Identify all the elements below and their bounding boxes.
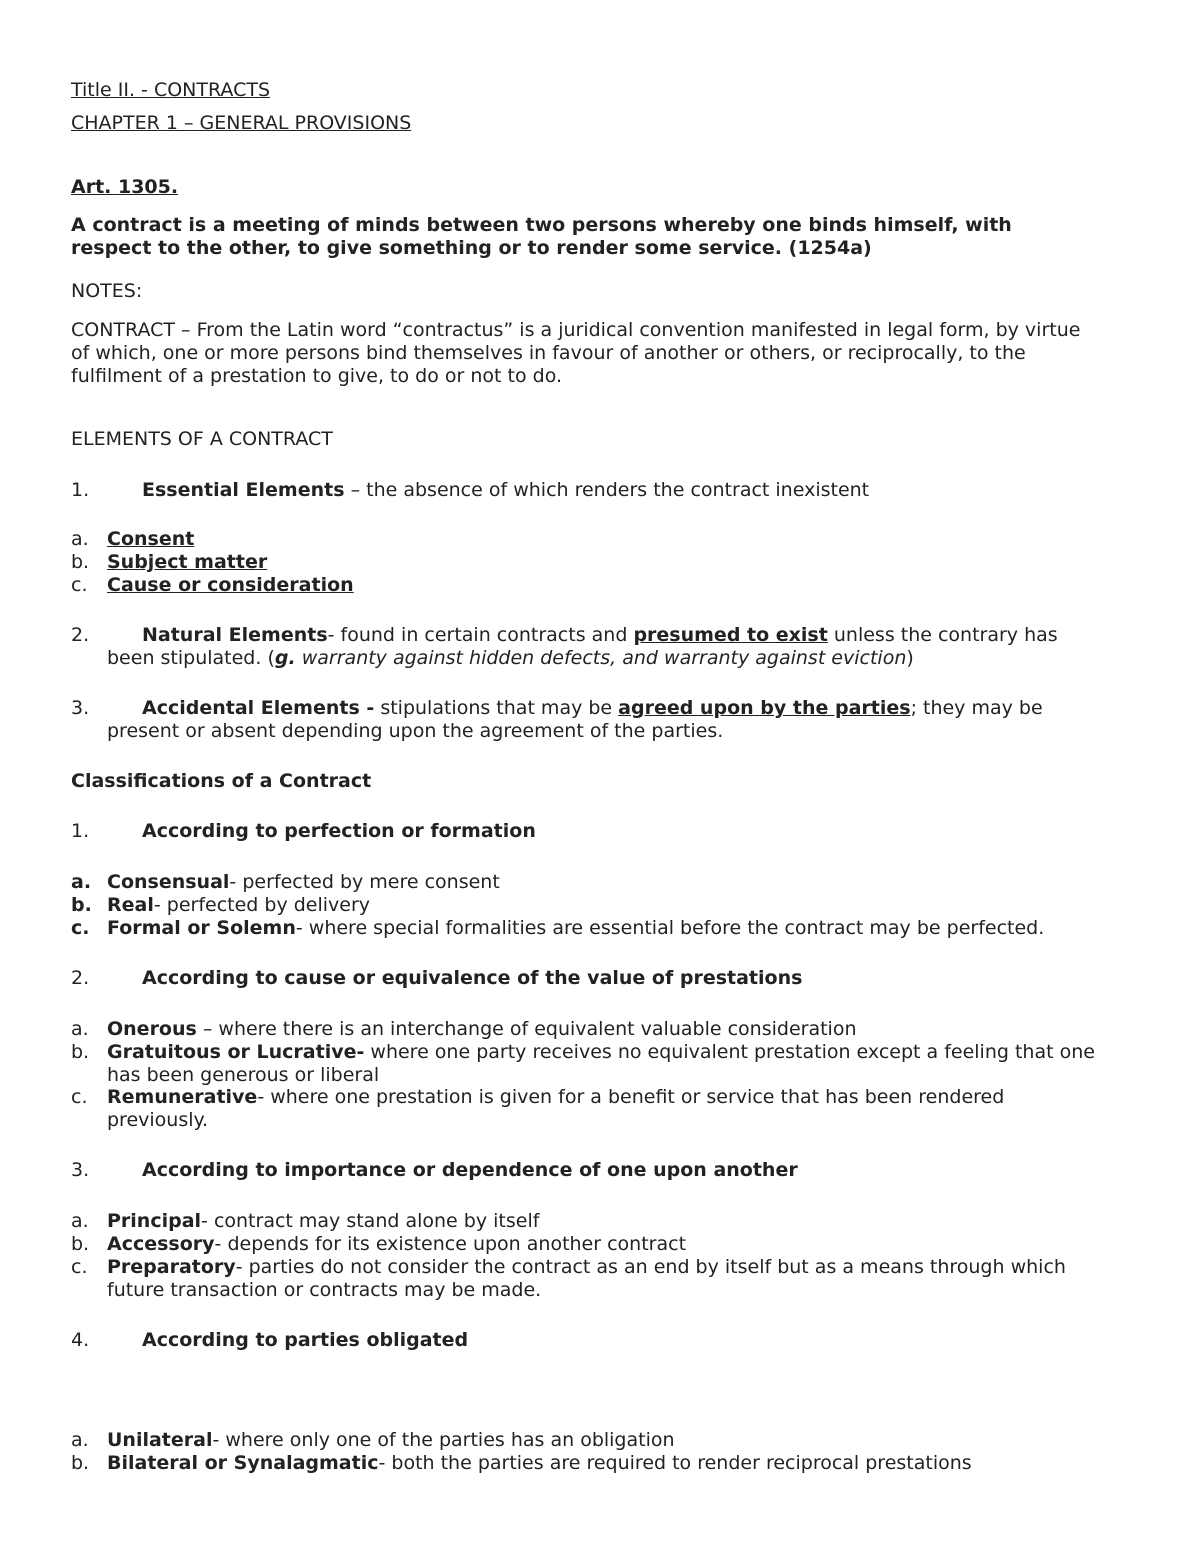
contract-definition-line-1 [71,319,1080,342]
item-term: Unilateral [107,1429,213,1451]
item-term: Gratuitous or Lucrative- [107,1041,365,1063]
notes-heading: NOTES: [71,280,143,302]
classification-item-letter: b. [71,1452,90,1474]
natural-elements-line-2 [107,647,914,670]
item-term: Real [107,894,154,916]
classification-item-letter: a. [71,1429,89,1451]
classification-item-letter: c. [71,1086,88,1108]
natural-desc: - found in certain contracts and [327,624,634,646]
classification-title: According to parties obligated [142,1329,469,1351]
document-title: Title II. - CONTRACTS [71,79,271,101]
accidental-elements-line [142,697,1043,720]
item-desc: - parties do not consider the contract as an end by itself but as a means through which [235,1256,1066,1278]
natural-line2-abbr: g. [274,647,296,669]
essential-elements-line [142,479,869,502]
classification-item [107,1018,856,1041]
natural-number: 2. [71,624,90,646]
classification-item-continuation: future transaction or contracts may be made. [107,1279,542,1301]
item-term: Consensual [107,871,230,893]
classification-item [107,871,500,894]
contract-term: CONTRACT [71,319,176,341]
natural-term: Natural Elements [142,624,328,646]
classification-item-continuation: previously. [107,1109,209,1131]
classification-item [107,1452,972,1475]
classification-title: According to importance or dependence of one upon another [142,1159,798,1181]
classification-number: 4. [71,1329,90,1351]
classification-number: 1. [71,820,90,842]
classifications-heading: Classifications of a Contract [71,770,372,792]
item-term: Preparatory [107,1256,236,1278]
essential-number: 1. [71,479,90,501]
item-desc: - depends for its existence upon another contract [214,1233,687,1255]
classification-item [107,1429,675,1452]
item-term: Formal or Solemn [107,917,296,939]
item-desc: - where only one of the parties has an obligation [212,1429,675,1451]
item-term: Bilateral or Synalagmatic [107,1452,379,1474]
article-text-line-1: A contract is a meeting of minds between two persons whereby one binds himself, with [71,214,1012,236]
item-term: Remunerative [107,1086,258,1108]
classification-item [107,1086,1004,1109]
classification-item-letter: a. [71,871,92,893]
contract-definition-line-3: fulfilment of a prestation to give, to do or not to do. [71,365,563,387]
classification-item [107,1233,686,1256]
article-text-line-2: respect to the other, to give something or to render some service. (1254a) [71,237,872,259]
classification-title: According to cause or equivalence of the value of prestations [142,967,803,989]
natural-desc-tail: unless the contrary has [827,624,1058,646]
item-desc: - where special formalities are essential before the contract may be perfected. [295,917,1045,939]
classification-item-letter: c. [71,917,90,939]
chapter-heading: CHAPTER 1 – GENERAL PROVISIONS [71,112,412,134]
accidental-elements-line-2: present or absent depending upon the agreement of the parties. [107,720,724,742]
accidental-term: Accidental Elements - [142,697,375,719]
classification-item-letter: b. [71,1041,90,1063]
classification-item [107,1210,539,1233]
natural-line2-close: ) [906,647,914,669]
essential-item: Consent [107,528,195,550]
classification-number: 2. [71,967,90,989]
accidental-desc: stipulations that may be [374,697,619,719]
classification-item-letter: a. [71,1210,89,1232]
classification-item [107,917,1044,940]
item-desc: - perfected by delivery [153,894,371,916]
contract-definition-text: – From the Latin word “contractus” is a juridical convention manifested in legal form, by virtue [175,319,1081,341]
accidental-desc-tail: ; they may be [910,697,1043,719]
classification-item-continuation: has been generous or liberal [107,1064,380,1086]
contract-definition-line-2: of which, one or more persons bind themselves in favour of another or others, or reciprocally, to the [71,342,1026,364]
item-desc: - where one prestation is given for a benefit or service that has been rendered [257,1086,1005,1108]
item-desc: - both the parties are required to render reciprocal prestations [378,1452,972,1474]
item-term: Onerous [107,1018,197,1040]
classification-number: 3. [71,1159,90,1181]
item-desc: – where there is an interchange of equivalent valuable consideration [196,1018,857,1040]
item-term: Principal [107,1210,202,1232]
classification-item [107,894,370,917]
classification-item-letter: b. [71,894,92,916]
natural-line2-example: warranty against hidden defects, and warranty against eviction [295,647,907,669]
essential-term: Essential Elements [142,479,345,501]
natural-line2-text: been stipulated. ( [107,647,275,669]
item-desc: - contract may stand alone by itself [201,1210,540,1232]
classification-title: According to perfection or formation [142,820,536,842]
essential-item: Cause or consideration [107,574,354,596]
classification-item-letter: c. [71,1256,88,1278]
classification-item [107,1256,1066,1279]
item-desc: - perfected by mere consent [229,871,500,893]
item-desc: where one party receives no equivalent prestation except a feeling that one [364,1041,1095,1063]
essential-desc: – the absence of which renders the contract inexistent [344,479,870,501]
essential-item-letter: b. [71,551,90,573]
elements-heading: ELEMENTS OF A CONTRACT [71,428,333,450]
classification-item-letter: a. [71,1018,89,1040]
classification-item [107,1041,1095,1064]
article-label: Art. 1305. [71,176,179,198]
accidental-emphasis: agreed upon by the parties [618,697,911,719]
essential-item: Subject matter [107,551,268,573]
natural-elements-line [142,624,1058,647]
essential-item-letter: a. [71,528,89,550]
natural-emphasis: presumed to exist [633,624,828,646]
classification-item-letter: b. [71,1233,90,1255]
item-term: Accessory [107,1233,215,1255]
accidental-number: 3. [71,697,90,719]
essential-item-letter: c. [71,574,88,596]
